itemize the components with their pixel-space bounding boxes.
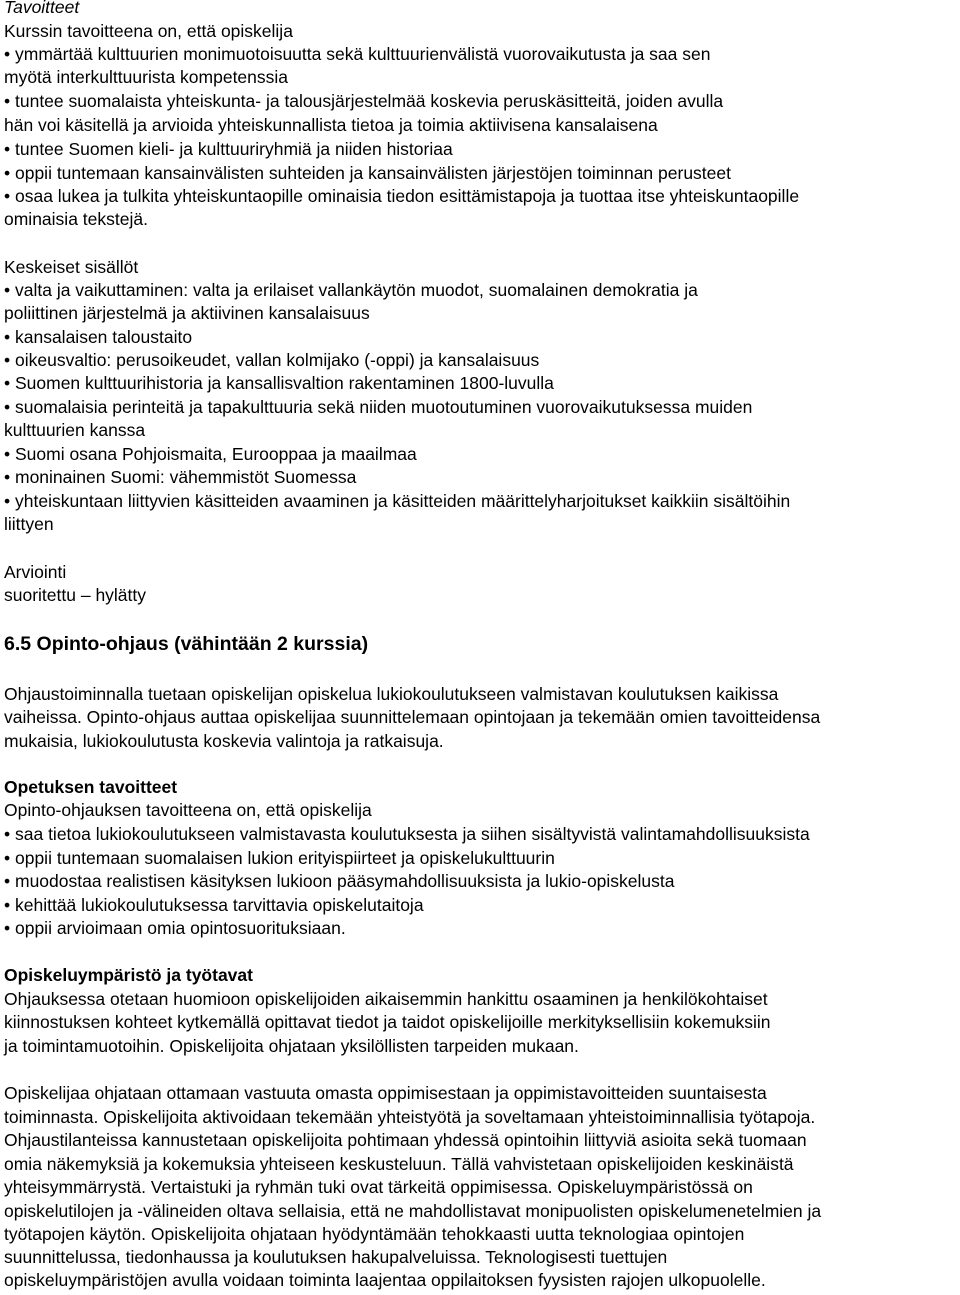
section-para-line: mukaisia, lukiokoulutusta koskevia valintoja ja ratkaisuja. <box>4 731 444 751</box>
section-title: 6.5 Opinto-ohjaus (vähintään 2 kurssia) <box>4 633 369 655</box>
tavoitteet-line: • tuntee suomalaista yhteiskunta- ja talousjärjestelmää koskevia peruskäsitteitä, joiden avulla <box>4 91 724 111</box>
opetuksen-tavoitteet-line: • saa tietoa lukiokoulutukseen valmistavasta koulutuksesta ja siihen sisältyvistä valintamahdollisuuksista <box>4 824 810 844</box>
opiskeluymparisto-line: Ohjauksessa otetaan huomioon opiskelijoiden aikaisemmin hankittu osaaminen ja henkilökohtaiset <box>4 989 768 1009</box>
opiskeluymparisto-line: toiminnasta. Opiskelijoita aktivoidaan tekemään yhteistyötä ja soveltamaan yhteistoiminnallisia työtapoja. <box>4 1107 816 1127</box>
opetuksen-tavoitteet-line: • muodostaa realistisen käsityksen lukioon pääsymahdollisuuksista ja lukio-opiskelusta <box>4 871 675 891</box>
section-para-line: vaiheissa. Opinto-ohjaus auttaa opiskelijaa suunnittelemaan opintojaan ja tekemään omien tavoitteidensa <box>4 707 821 727</box>
opetuksen-tavoitteet-line: • oppii tuntemaan suomalaisen lukion erityispiirteet ja opiskelukulttuurin <box>4 848 555 868</box>
opiskeluymparisto-heading: Opiskeluympäristö ja työtavat <box>4 965 253 985</box>
tavoitteet-line: • osaa lukea ja tulkita yhteiskuntaopille ominaisia tiedon esittämistapoja ja tuottaa itse yhteiskuntaopille <box>4 186 800 206</box>
sisallot-line: • Suomi osana Pohjoismaita, Eurooppaa ja maailmaa <box>4 444 417 464</box>
tavoitteet-line: hän voi käsitellä ja arvioida yhteiskunnallista tietoa ja toimia aktiivisena kansalaisena <box>4 115 658 135</box>
tavoitteet-line: • ymmärtää kulttuurien monimuotoisuutta sekä kulttuurienvälistä vuorovaikutusta ja saa sen <box>4 44 711 64</box>
opiskeluymparisto-line: yhteisymmärrystä. Vertaistuki ja ryhmän tuki ovat tärkeitä oppimisessa. Opiskeluympäristössä on <box>4 1177 753 1197</box>
tavoitteet-line: ominaisia tekstejä. <box>4 209 148 229</box>
opiskeluymparisto-line: työtapojen käytön. Opiskelijoita ohjataan hyödyntämään tehokkaasti uutta teknologiaa opintojen <box>4 1224 745 1244</box>
sisallot-line: • Suomen kulttuurihistoria ja kansallisvaltion rakentaminen 1800-luvulla <box>4 373 554 393</box>
opiskeluymparisto-line: ja toimintamuotoihin. Opiskelijoita ohjataan yksilöllisten tarpeiden mukaan. <box>4 1036 579 1056</box>
sisallot-line: • kansalaisen taloustaito <box>4 327 193 347</box>
sisallot-line: • oikeusvaltio: perusoikeudet, vallan kolmijako (-oppi) ja kansalaisuus <box>4 350 540 370</box>
arviointi-text: suoritettu – hylätty <box>4 585 147 605</box>
opiskeluymparisto-line: kiinnostuksen kohteet kytkemällä opittavat tiedot ja taidot opiskelijoille merkityksellisiin kokemuksiin <box>4 1012 771 1032</box>
sisallot-line: liittyen <box>4 514 54 534</box>
opiskeluymparisto-line: omia näkemyksiä ja kokemuksia yhteiseen keskusteluun. Tällä vahvistetaan opiskelijoiden keskinäistä <box>4 1154 794 1174</box>
arviointi-heading: Arviointi <box>4 562 67 582</box>
opiskeluymparisto-line: opiskeluympäristöjen avulla voidaan toiminta laajentaa oppilaitoksen fyysisten rajojen ulkopuolelle. <box>4 1270 766 1290</box>
sisallot-line: • suomalaisia perinteitä ja tapakulttuuria sekä niiden muotoutuminen vuorovaikutuksessa muiden <box>4 397 753 417</box>
opetuksen-tavoitteet-line: • kehittää lukiokoulutuksessa tarvittavia opiskelutaitoja <box>4 895 424 915</box>
opetuksen-tavoitteet-line: • oppii arvioimaan omia opintosuorituksiaan. <box>4 918 346 938</box>
tavoitteet-heading: Tavoitteet <box>4 0 80 17</box>
sisallot-heading: Keskeiset sisällöt <box>4 257 139 277</box>
opiskeluymparisto-line: suunnittelussa, tiedonhaussa ja koulutuksen hakupalveluissa. Teknologisesti tuettujen <box>4 1247 668 1267</box>
sisallot-line: poliittinen järjestelmä ja aktiivinen kansalaisuus <box>4 303 370 323</box>
sisallot-line: • moninainen Suomi: vähemmistöt Suomessa <box>4 467 357 487</box>
tavoitteet-intro: Kurssin tavoitteena on, että opiskelija <box>4 21 293 41</box>
sisallot-line: • yhteiskuntaan liittyvien käsitteiden avaaminen ja käsitteiden määrittelyharjoitukset kaikkiin sisältöihin <box>4 491 791 511</box>
tavoitteet-line: • tuntee Suomen kieli- ja kulttuuriryhmiä ja niiden historiaa <box>4 139 453 159</box>
opetuksen-tavoitteet-intro: Opinto-ohjauksen tavoitteena on, että opiskelija <box>4 800 372 820</box>
tavoitteet-line: • oppii tuntemaan kansainvälisten suhteiden ja kansainvälisten järjestöjen toiminnan perusteet <box>4 163 731 183</box>
section-para-line: Ohjaustoiminnalla tuetaan opiskelijan opiskelua lukiokoulutukseen valmistavan koulutuksen kaikissa <box>4 684 779 704</box>
opiskeluymparisto-line: Opiskelijaa ohjataan ottamaan vastuuta omasta oppimisestaan ja oppimistavoitteiden suuntaisesta <box>4 1083 767 1103</box>
opiskeluymparisto-line: Ohjaustilanteissa kannustetaan opiskelijoita pohtimaan yhdessä opintoihin liittyviä asioita sekä tuomaan <box>4 1130 807 1150</box>
opetuksen-tavoitteet-heading: Opetuksen tavoitteet <box>4 777 178 797</box>
opiskeluymparisto-line: opiskelutilojen ja -välineiden oltava sellaisia, että ne mahdollistavat monipuolisten opiskelumenetelmien ja <box>4 1201 822 1221</box>
sisallot-line: • valta ja vaikuttaminen: valta ja erilaiset vallankäytön muodot, suomalainen demokratia ja <box>4 280 698 300</box>
tavoitteet-line: myötä interkulttuurista kompetenssia <box>4 67 289 87</box>
sisallot-line: kulttuurien kanssa <box>4 420 146 440</box>
